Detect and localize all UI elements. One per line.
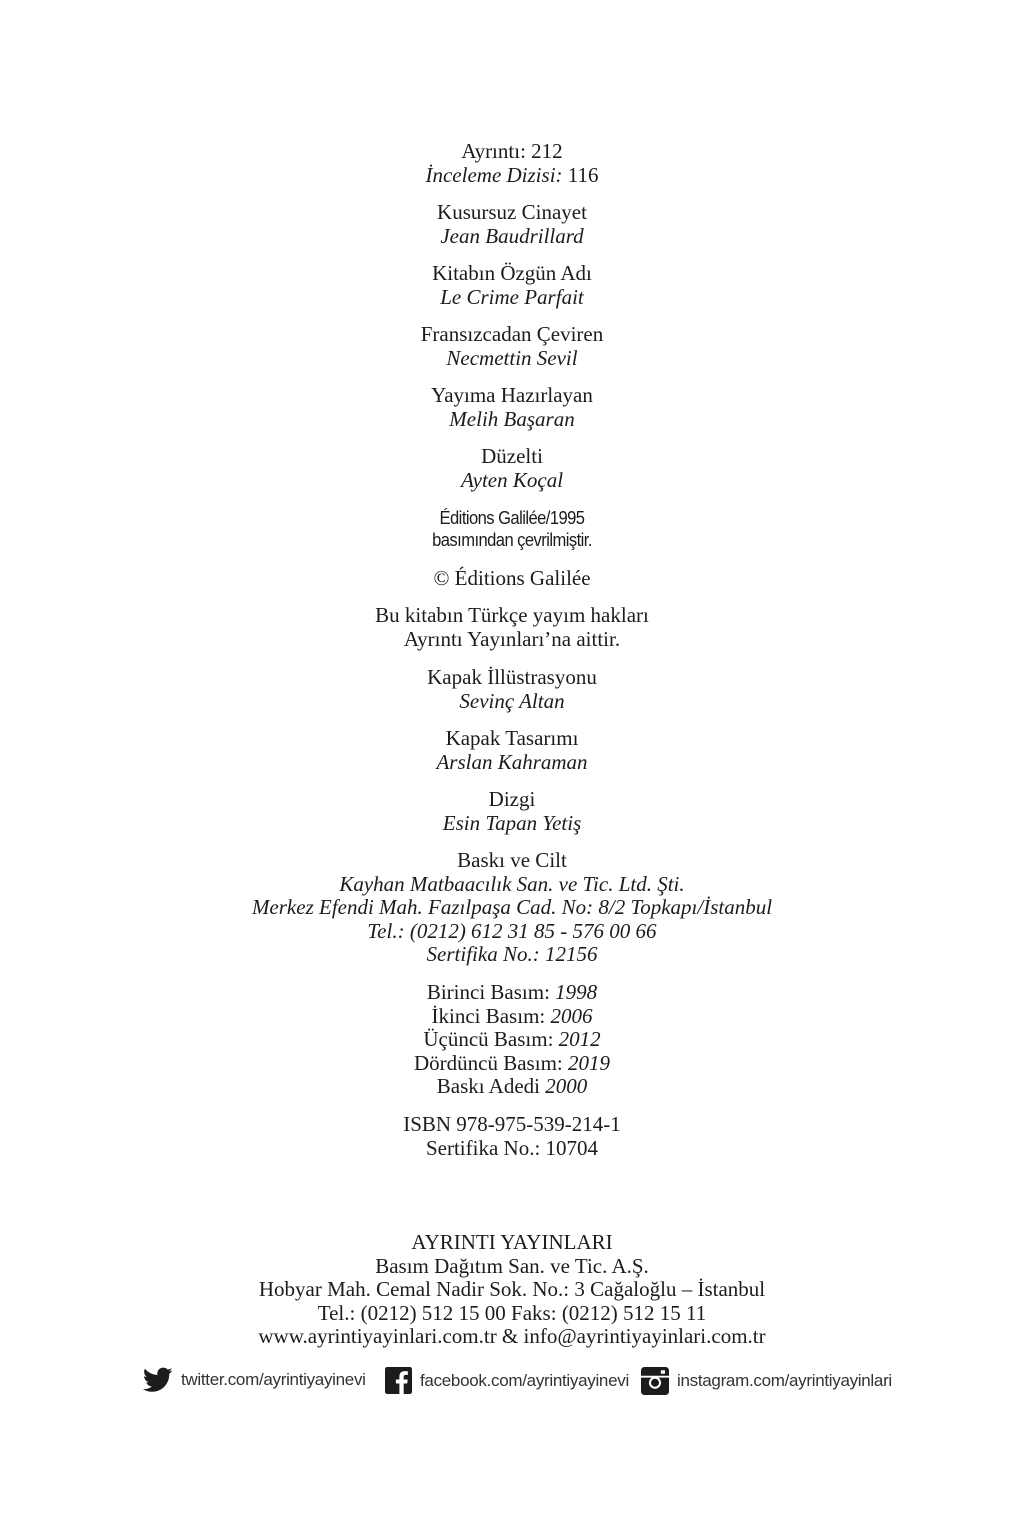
rights-block [0,604,1024,651]
rights-line1: Bu kitabın Türkçe yayım hakları [375,603,649,627]
edition-line [0,1005,1024,1029]
facebook-handle: facebook.com/ayrintiyayinevi [420,1370,629,1390]
book-block [0,201,1024,248]
publisher-name: AYRINTI YAYINLARI [411,1230,613,1254]
edition-label: Dördüncü Basım: [414,1050,568,1075]
instagram-icon [641,1367,669,1395]
publisher-block [0,1231,1024,1349]
isbn-block [0,1113,1024,1160]
copyright-text: © Éditions Galilée [433,566,591,590]
source-edition-block [41,507,983,551]
rights-line2: Ayrıntı Yayınları’na aittir. [403,626,621,651]
typesetting-block [0,788,1024,835]
editor-name: Melih Başaran [449,406,575,431]
isbn: ISBN 978-975-539-214-1 [403,1112,621,1136]
edition-year: 2012 [558,1027,601,1051]
printer-company: Kayhan Matbaacılık San. ve Tic. Ltd. Şti. [339,871,685,896]
edition-label: Üçüncü Basım: [423,1027,559,1051]
translator-label: Fransızcadan Çeviren [420,322,604,346]
series-block [0,140,1024,187]
edition-label: İkinci Basım: [431,1003,551,1028]
social-twitter [143,1367,366,1393]
book-author: Jean Baudrillard [440,223,584,248]
publisher-company: Basım Dağıtım San. ve Tic. A.Ş. [375,1253,649,1278]
sub-series-number: 116 [562,162,599,187]
editor-block [0,384,1024,431]
printer-certificate: Sertifika No.: 12156 [426,942,598,966]
cover-illustration-block [0,666,1024,713]
cover-designer-name: Arslan Kahraman [436,749,588,774]
edition-year: 2006 [550,1003,593,1028]
source-edition-line1: Éditions Galilée/1995 [439,508,585,528]
cover-design-block [0,727,1024,774]
series-label: Ayrıntı: 212 [461,139,563,163]
book-title: Kusursuz Cinayet [437,200,587,224]
edition-line [0,981,1024,1005]
translator-block [0,323,1024,370]
cover-illustrator-name: Sevinç Altan [459,688,565,713]
original-title-block [0,262,1024,309]
typesetter-name: Esin Tapan Yetiş [442,810,582,835]
edition-line [0,1028,1024,1052]
original-title-label: Kitabın Özgün Adı [432,261,592,285]
translator-name: Necmettin Sevil [446,345,578,370]
facebook-icon [385,1367,412,1394]
publisher-certificate: Sertifika No.: 10704 [425,1135,599,1160]
printer-address: Merkez Efendi Mah. Fazılpaşa Cad. No: 8/2 Topkapı/İstanbul [251,895,773,919]
copyright-notice [0,567,1024,591]
publisher-contact: Tel.: (0212) 512 15 00 Faks: (0212) 512 15 11 [317,1300,707,1325]
social-instagram [641,1367,892,1395]
social-facebook [385,1367,629,1394]
sub-series-name: İnceleme Dizisi: [425,162,563,187]
edition-year: 2019 [567,1050,610,1075]
cover-illustration-label: Kapak İllüstrasyonu [427,665,597,689]
source-edition-line2: basımından çevrilmiştir. [432,530,592,550]
printer-phone: Tel.: (0212) 612 31 85 - 576 00 66 [367,918,657,943]
editions-block [0,981,1024,1099]
cover-design-label: Kapak Tasarımı [445,726,579,750]
print-run-line [0,1075,1024,1099]
edition-label: Birinci Basım: [426,980,556,1004]
printing-label: Baskı ve Cilt [457,848,567,872]
twitter-handle: twitter.com/ayrintiyayinevi [181,1370,366,1389]
publisher-web: www.ayrintiyayinlari.com.tr & info@ayrintiyayinlari.com.tr [258,1324,766,1348]
edition-line [0,1052,1024,1076]
printing-block [0,849,1024,967]
publisher-address: Hobyar Mah. Cemal Nadir Sok. No.: 3 Cağaloğlu – İstanbul [258,1277,766,1301]
print-run-value: 2000 [545,1074,588,1098]
sub-series [0,164,1024,188]
proofreading-block [0,445,1024,492]
typesetting-label: Dizgi [488,787,536,811]
original-title-value: Le Crime Parfait [440,284,584,309]
twitter-icon [143,1367,173,1393]
editor-label: Yayıma Hazırlayan [431,383,593,407]
proofreading-label: Düzelti [481,444,543,468]
proofreader-name: Ayten Koçal [460,467,564,492]
print-run-label: Baskı Adedi [436,1074,546,1098]
edition-year: 1998 [555,980,598,1004]
instagram-handle: instagram.com/ayrintiyayinlari [677,1371,892,1390]
